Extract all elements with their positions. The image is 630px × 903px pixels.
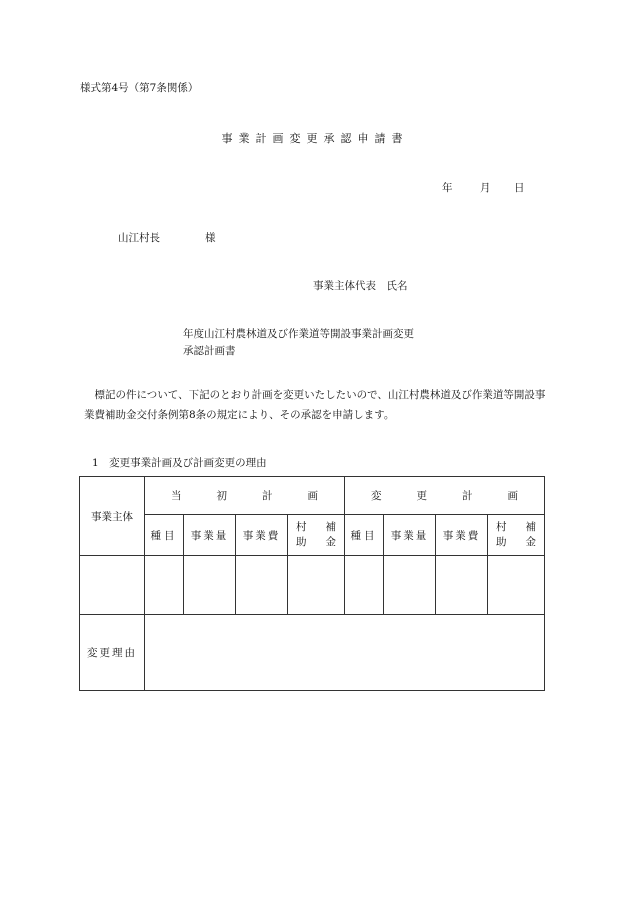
date-line: [442, 180, 525, 195]
col-grant-changed: [488, 515, 545, 556]
col-cost-label: 事業費: [242, 529, 281, 542]
grant-cell-original[interactable]: [288, 556, 345, 615]
addressee-name: 山江村長: [118, 232, 160, 244]
col-quantity-label: 事業量: [390, 529, 429, 542]
grant-char: 金: [525, 536, 536, 548]
reason-row: [80, 615, 545, 691]
original-plan-header: [145, 477, 345, 515]
date-day: 日: [514, 182, 525, 194]
grant-char: 金: [325, 536, 336, 548]
changed-plan-char: 計: [462, 490, 473, 502]
subject-line-1: 年度山江村農林道及び作業道等開設事業計画変更: [183, 328, 414, 340]
entity-cell[interactable]: [80, 556, 145, 615]
col-type-original: [145, 515, 184, 556]
changed-plan-char: 更: [416, 490, 427, 502]
reason-label-cell: [80, 615, 145, 691]
changed-plan-header: [345, 477, 545, 515]
addressee-honorific: 様: [205, 232, 216, 244]
grant-char: 助: [296, 536, 307, 548]
subject-line-2: 承認計画書: [183, 345, 236, 357]
addressee: [118, 230, 216, 245]
col-quantity-original: [184, 515, 236, 556]
grant-char: 村: [296, 521, 307, 533]
section-heading: 1 変更事業計画及び計画変更の理由: [92, 457, 267, 469]
cost-cell-original[interactable]: [236, 556, 288, 615]
original-plan-char: 当: [171, 490, 182, 502]
entity-header-cell: [80, 477, 145, 556]
subject: [183, 326, 483, 360]
col-cost-label: 事業費: [442, 529, 481, 542]
changed-plan-char: 画: [507, 490, 518, 502]
reason-label: 変更理由: [87, 647, 137, 659]
form-number: 様式第4号（第7条関係）: [80, 82, 199, 94]
grant-char: 助: [496, 536, 507, 548]
grant-char: 村: [496, 521, 507, 533]
type-cell-changed[interactable]: [345, 556, 384, 615]
document-title: 事業計画変更承認申請書: [221, 132, 409, 145]
table-data-row: [80, 556, 545, 615]
original-plan-char: 計: [262, 490, 273, 502]
col-grant-original: [288, 515, 345, 556]
grant-char: 補: [325, 521, 336, 533]
original-plan-char: 初: [216, 490, 227, 502]
grant-char: 補: [525, 521, 536, 533]
col-cost-original: [236, 515, 288, 556]
reason-cell[interactable]: [145, 615, 545, 691]
applicant-label: 事業主体代表 氏名: [313, 280, 408, 292]
grant-cell-changed[interactable]: [488, 556, 545, 615]
quantity-cell-changed[interactable]: [384, 556, 436, 615]
entity-header: 事業主体: [91, 510, 133, 523]
col-type-label: 種目: [350, 529, 378, 542]
col-type-label: 種目: [150, 529, 178, 542]
col-quantity-label: 事業量: [190, 529, 229, 542]
col-cost-changed: [436, 515, 488, 556]
type-cell-original[interactable]: [145, 556, 184, 615]
original-plan-char: 画: [307, 490, 318, 502]
col-quantity-changed: [384, 515, 436, 556]
cost-cell-changed[interactable]: [436, 556, 488, 615]
changed-plan-char: 変: [371, 490, 382, 502]
quantity-cell-original[interactable]: [184, 556, 236, 615]
date-month: 月: [480, 182, 491, 194]
date-year: 年: [442, 182, 453, 194]
body-text: 標記の件について、下記のとおり計画を変更いたしたいので、山江村農林道及び作業道等開設事業費補助金交付条例第8条の規定により、その承認を申請します。: [84, 389, 546, 421]
plan-table: [79, 476, 545, 691]
col-type-changed: [345, 515, 384, 556]
